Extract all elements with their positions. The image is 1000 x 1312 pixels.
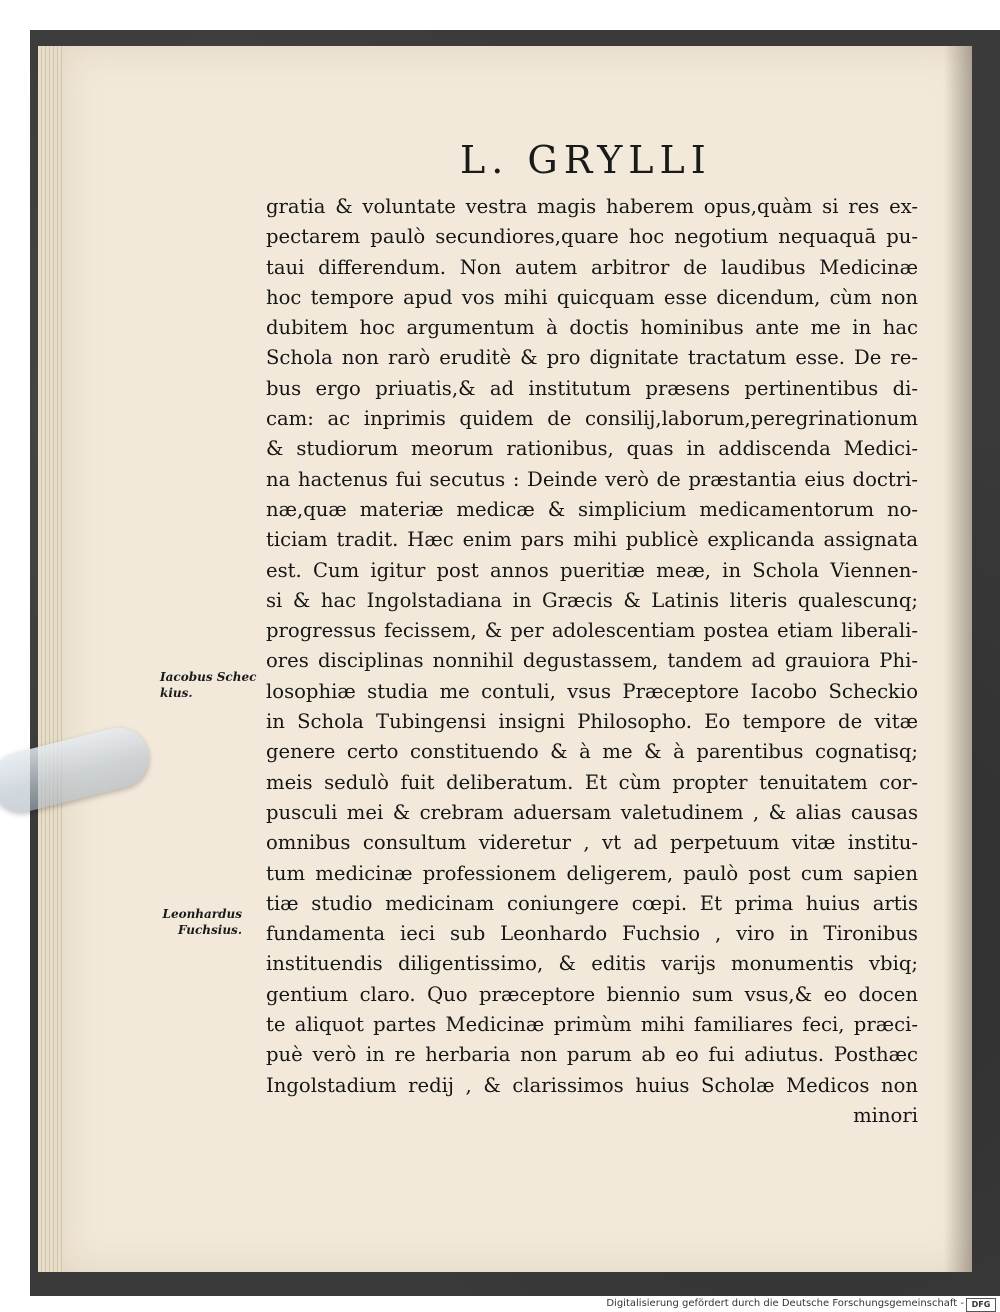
text-line: bus ergo priuatis,& ad institutum præsens pertinentibus di-	[266, 376, 918, 400]
text-line: te aliquot partes Medicinæ primùm mihi familiares feci, præci-	[266, 1013, 918, 1037]
text-line: gratia & voluntate vestra magis haberem opus,quàm si res ex-	[266, 195, 918, 218]
text-line: gentium claro. Quo præceptore biennio sum vsus,& eo docen	[266, 982, 918, 1006]
marginal-note-line: Leonhardus	[162, 907, 242, 921]
text-line: Schola non rarò eruditè & pro dignitate tractatum esse. De re-	[266, 346, 918, 370]
text-line: genere certo constituendo & à me & à parentibus cognatisq;	[266, 740, 918, 764]
marginal-note-fuchsius	[160, 906, 242, 938]
text-line: pectarem paulò secundiores,quare hoc negotium nequaquā pu-	[266, 225, 918, 249]
body-text	[266, 192, 918, 1131]
digitization-credit: Digitalisierung gefördert durch die Deutsche Forschungsgemeinschaft -	[606, 1298, 964, 1309]
text-line: losophiæ studia me contuli, vsus Præceptore Iacobo Scheckio	[266, 679, 918, 703]
text-line: omnibus consultum videretur , vt ad perpetuum vitæ institu-	[266, 831, 918, 855]
text-line: dubitem hoc argumentum à doctis hominibus ante me in hac	[266, 316, 918, 340]
text-line: si & hac Ingolstadiana in Græcis & Latinis literis qualescunq;	[266, 588, 918, 612]
text-line: ticiam tradit. Hæc enim pars mihi publicè explicanda assignata	[266, 528, 918, 552]
text-line: ores disciplinas nonnihil degustassem, tandem ad grauiora Phi-	[266, 649, 918, 673]
text-line: tum medicinæ professionem deligerem, paulò post cum sapien	[266, 861, 918, 885]
text-line: Ingolstadium redij , & clarissimos huius Scholæ Medicos non	[266, 1073, 918, 1097]
text-line: næ,quæ materiæ medicæ & simplicium medicamentorum no-	[266, 497, 918, 521]
text-line: pusculi mei & crebram aduersam valetudinem , & alias causas	[266, 800, 918, 824]
catchword: minori	[853, 1103, 918, 1127]
text-line: progressus fecissem, & per adolescentiam postea etiam liberali-	[266, 619, 918, 643]
text-line: & studiorum meorum rationibus, quas in addiscenda Medici-	[266, 437, 918, 461]
text-line: est. Cum igitur post annos pueritiæ meæ, in Schola Viennen-	[266, 558, 918, 582]
dfg-logo-icon: DFG	[966, 1298, 996, 1312]
text-line: in Schola Tubingensi insigni Philosopho. Eo tempore de vitæ	[266, 710, 918, 734]
marginal-note-scheckius: Iacobus Schec kius.	[160, 670, 257, 700]
marginal-note-line: Fuchsius.	[177, 923, 242, 937]
text-line: meis sedulò fuit deliberatum. Et cùm propter tenuitatem cor-	[266, 770, 918, 794]
spine-shadow	[944, 46, 972, 1272]
text-line: instituendis diligentissimo, & editis varijs monumentis vbiq;	[266, 952, 918, 976]
text-line: fundamenta ieci sub Leonhardo Fuchsio , viro in Tironibus	[266, 922, 918, 946]
text-line: hoc tempore apud vos mihi quicquam esse dicendum, cùm non	[266, 285, 918, 309]
running-head: L. GRYLLI	[460, 138, 712, 182]
text-line: puè verò in re herbaria non parum ab eo fui adiutus. Posthæc	[266, 1043, 918, 1067]
text-line: cam: ac inprimis quidem de consilij,laborum,peregrinationum	[266, 407, 918, 431]
text-line: taui differendum. Non autem arbitror de laudibus Medicinæ	[266, 255, 918, 279]
text-line: na hactenus fui secutus : Deinde verò de præstantia eius doctri-	[266, 467, 918, 491]
text-line: tiæ studio medicinam coniungere cœpi. Et prima huius artis	[266, 891, 918, 915]
